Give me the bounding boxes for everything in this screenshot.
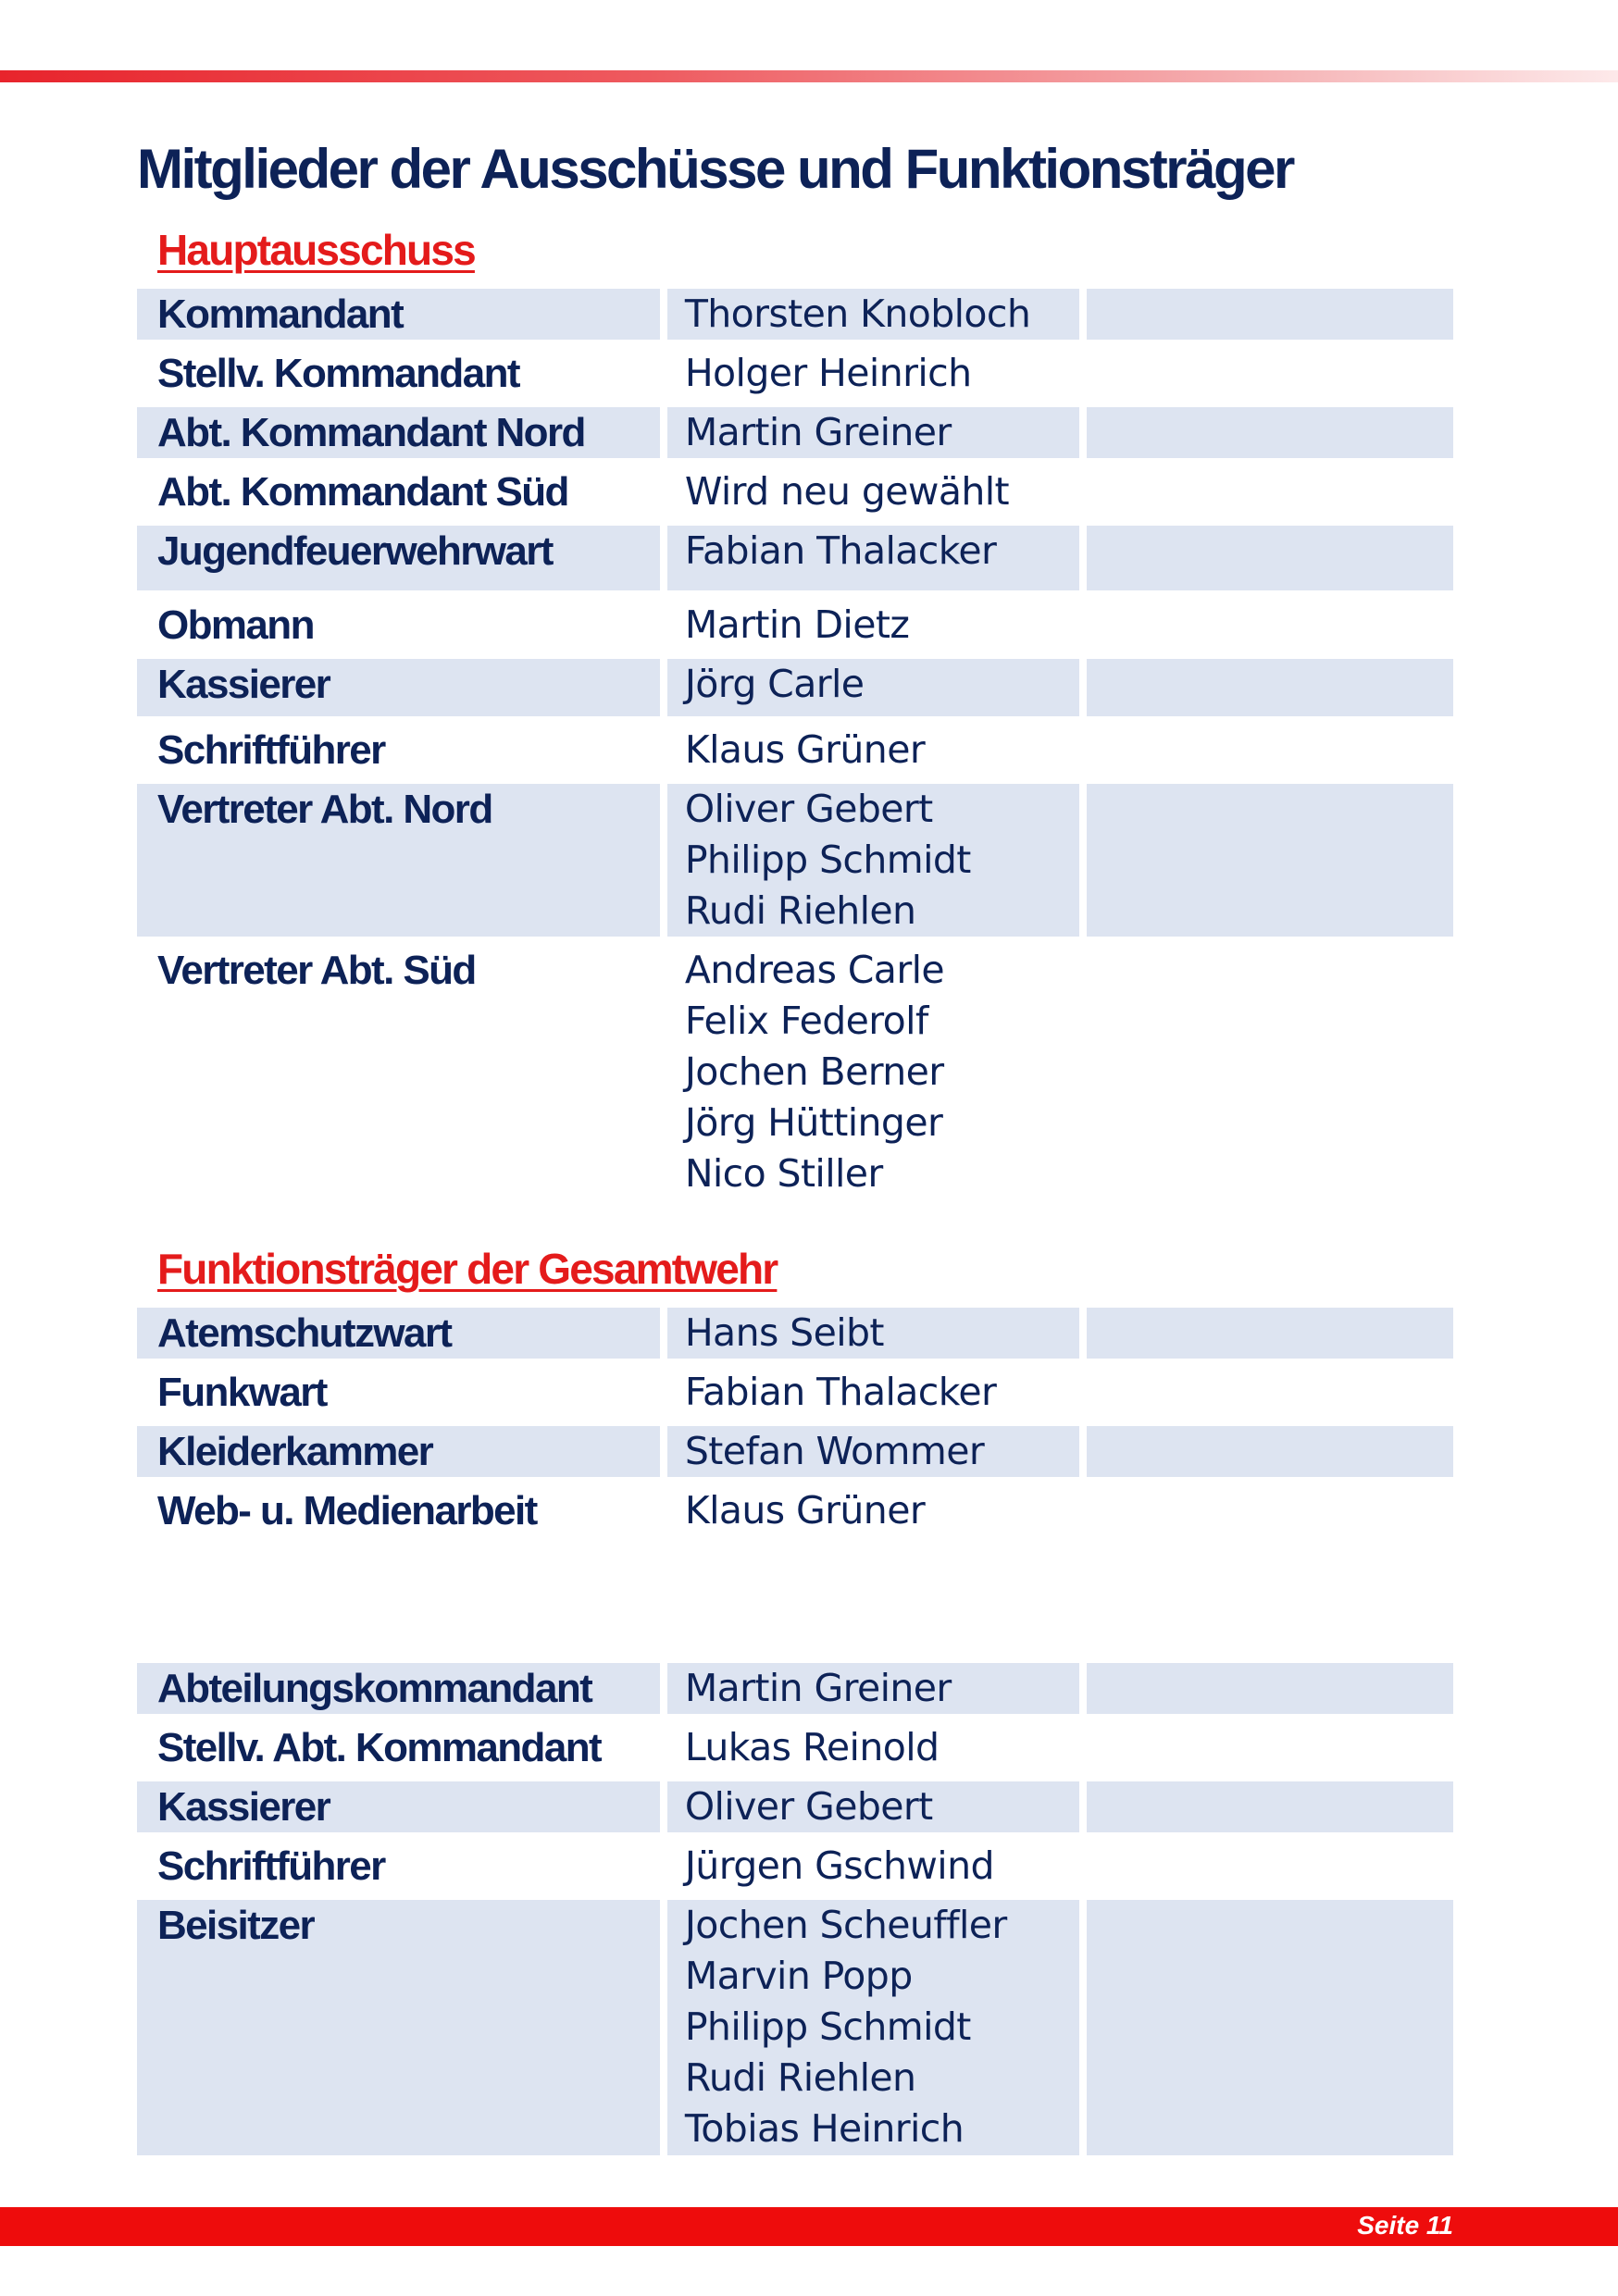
role-label: Schriftführer xyxy=(157,727,385,773)
member-name: Holger Heinrich xyxy=(684,351,972,395)
member-name: Philipp Schmidt xyxy=(684,838,971,882)
table-row xyxy=(137,784,1453,937)
member-name: Felix Federolf xyxy=(684,999,928,1043)
role-label: Beisitzer xyxy=(137,1900,660,2155)
role-label: Abt. Kommandant Nord xyxy=(137,407,660,458)
table-row xyxy=(137,1485,1453,1536)
member-name: Wird neu gewählt xyxy=(684,469,1010,514)
role-label: Vertreter Abt. Süd xyxy=(157,948,476,993)
role-label: Jugendfeuerwehrwart xyxy=(137,526,660,590)
table-row xyxy=(137,1841,1453,1892)
table-row xyxy=(137,659,1453,716)
table-row xyxy=(137,1900,1453,2155)
table-row xyxy=(137,526,1453,590)
member-name: Martin Greiner xyxy=(684,1666,952,1710)
table-row xyxy=(137,407,1453,458)
member-name: Martin Dietz xyxy=(684,602,910,647)
role-label: Abt. Kommandant Süd xyxy=(157,469,568,515)
member-name: Jörg Carle xyxy=(684,662,865,706)
member-name: Rudi Riehlen xyxy=(684,2055,916,2100)
table-row xyxy=(137,348,1453,399)
member-name: Klaus Grüner xyxy=(684,1488,926,1533)
member-name: Jochen Berner xyxy=(684,1049,944,1094)
member-name: Oliver Gebert xyxy=(684,1784,933,1829)
role-label: Stellv. Kommandant xyxy=(157,351,519,396)
role-label: Web- u. Medienarbeit xyxy=(157,1488,537,1533)
role-label: Obmann xyxy=(157,602,314,648)
member-name: Nico Stiller xyxy=(684,1151,883,1196)
member-name: Stefan Wommer xyxy=(684,1429,985,1473)
section-heading-hauptausschuss: Hauptausschuss xyxy=(157,226,475,274)
table-row xyxy=(137,600,1453,651)
section-heading-funktionstraeger: Funktionsträger der Gesamtwehr xyxy=(157,1245,778,1293)
table-hauptausschuss xyxy=(137,289,1453,1199)
member-name: Martin Greiner xyxy=(684,410,952,454)
role-label: Vertreter Abt. Nord xyxy=(137,784,660,937)
table-row xyxy=(137,1722,1453,1773)
top-accent-bar xyxy=(0,70,1618,82)
member-name: Oliver Gebert xyxy=(684,787,933,831)
member-name: Rudi Riehlen xyxy=(684,888,916,933)
member-name: Fabian Thalacker xyxy=(684,1370,997,1414)
table-row xyxy=(137,466,1453,517)
role-label: Funkwart xyxy=(157,1370,327,1415)
role-label: Kommandant xyxy=(137,289,660,340)
member-name: Klaus Grüner xyxy=(684,727,926,772)
member-name: Fabian Thalacker xyxy=(684,528,997,573)
table-row xyxy=(137,1781,1453,1832)
table-row xyxy=(137,1367,1453,1418)
page-title: Mitglieder der Ausschüsse und Funktionsträger xyxy=(137,138,1293,200)
member-name: Marvin Popp xyxy=(684,1954,913,1998)
member-name: Thorsten Knobloch xyxy=(684,292,1031,336)
member-name: Andreas Carle xyxy=(684,948,944,992)
table-row xyxy=(137,289,1453,340)
member-name: Jörg Hüttinger xyxy=(684,1100,943,1145)
role-label: Kleiderkammer xyxy=(137,1426,660,1477)
footer-bar xyxy=(0,2207,1618,2246)
table-row xyxy=(137,945,1453,1199)
role-label: Schriftführer xyxy=(157,1843,385,1889)
role-label: Atemschutzwart xyxy=(137,1308,660,1359)
table-row xyxy=(137,1308,1453,1359)
role-label: Abteilungskommandant xyxy=(137,1663,660,1714)
table-funktionstraeger xyxy=(137,1308,1453,1536)
role-label: Kassierer xyxy=(137,1781,660,1832)
member-name: Jürgen Gschwind xyxy=(684,1843,994,1888)
table-row xyxy=(137,725,1453,776)
role-label: Stellv. Abt. Kommandant xyxy=(157,1725,602,1770)
table-row xyxy=(137,1663,1453,1714)
member-name: Jochen Scheuffler xyxy=(684,1903,1007,1947)
table-row xyxy=(137,1426,1453,1477)
member-name: Hans Seibt xyxy=(684,1310,884,1355)
page-number: Seite 11 xyxy=(1357,2211,1453,2240)
member-name: Lukas Reinold xyxy=(684,1725,940,1769)
role-label: Kassierer xyxy=(137,659,660,716)
table-abteilung xyxy=(137,1663,1453,2155)
member-name: Philipp Schmidt xyxy=(684,2004,971,2049)
member-name: Tobias Heinrich xyxy=(684,2106,965,2151)
